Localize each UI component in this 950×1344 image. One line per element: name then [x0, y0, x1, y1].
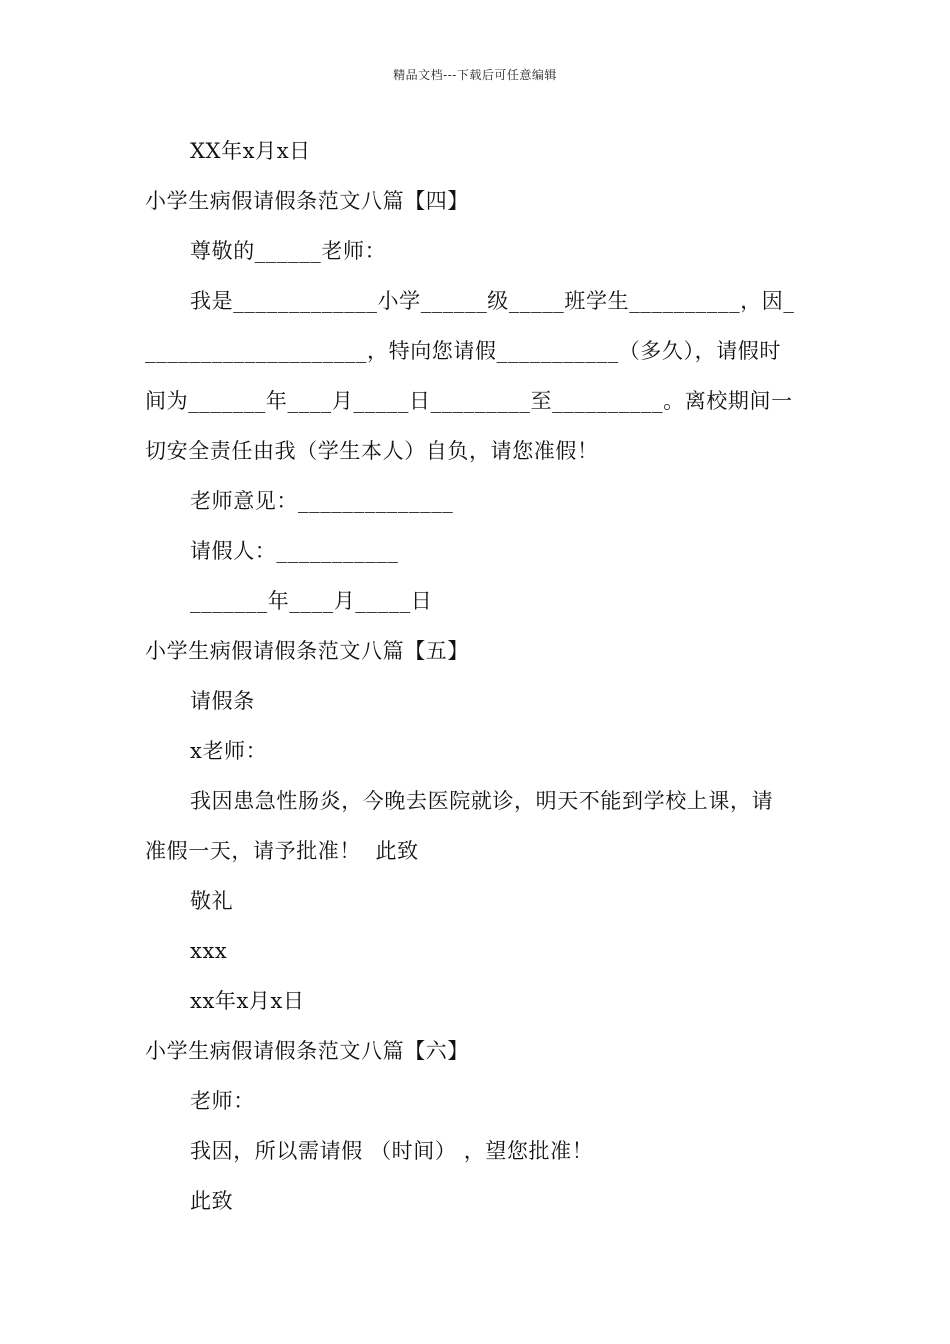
section-title-6: 小学生病假请假条范文八篇【六】 — [145, 1039, 469, 1063]
body-line: 我因患急性肠炎，今晚去医院就诊，明天不能到学校上课，请 — [190, 789, 774, 813]
applicant-line: 请假人：___________ — [190, 539, 399, 563]
closing-line: 敬礼 — [190, 889, 234, 913]
body-line: 我是_____________小学______级_____班学生__________，因_ — [190, 289, 795, 313]
date-line: xx年x月x日 — [190, 989, 305, 1013]
signature-line: xxx — [190, 939, 228, 963]
salutation: x老师： — [190, 739, 268, 763]
date-line: _______年____月_____日 — [190, 589, 433, 613]
salutation: 老师： — [190, 1089, 255, 1113]
salutation: 尊敬的______老师： — [190, 239, 387, 263]
body-line: 准假一天，请予批准！ 此致 — [145, 839, 419, 863]
body-line: 切安全责任由我（学生本人）自负，请您准假！ — [145, 439, 599, 463]
page-header: 精品文档---下载后可任意编辑 — [393, 68, 557, 82]
section-title-5: 小学生病假请假条范文八篇【五】 — [145, 639, 469, 663]
body-line: 我因，所以需请假 （时间） ，望您批准！ — [190, 1139, 594, 1163]
section-title-4: 小学生病假请假条范文八篇【四】 — [145, 189, 469, 213]
closing-line: 此致 — [190, 1189, 234, 1213]
note-title: 请假条 — [190, 689, 255, 713]
body-line: ____________________，特向您请假___________（多久），请假时 — [145, 339, 781, 363]
date-line: XX年x月x日 — [190, 139, 311, 163]
body-line: 间为_______年____月_____日_________至__________。离校期间一 — [145, 389, 793, 413]
teacher-opinion-line: 老师意见：______________ — [190, 489, 454, 513]
